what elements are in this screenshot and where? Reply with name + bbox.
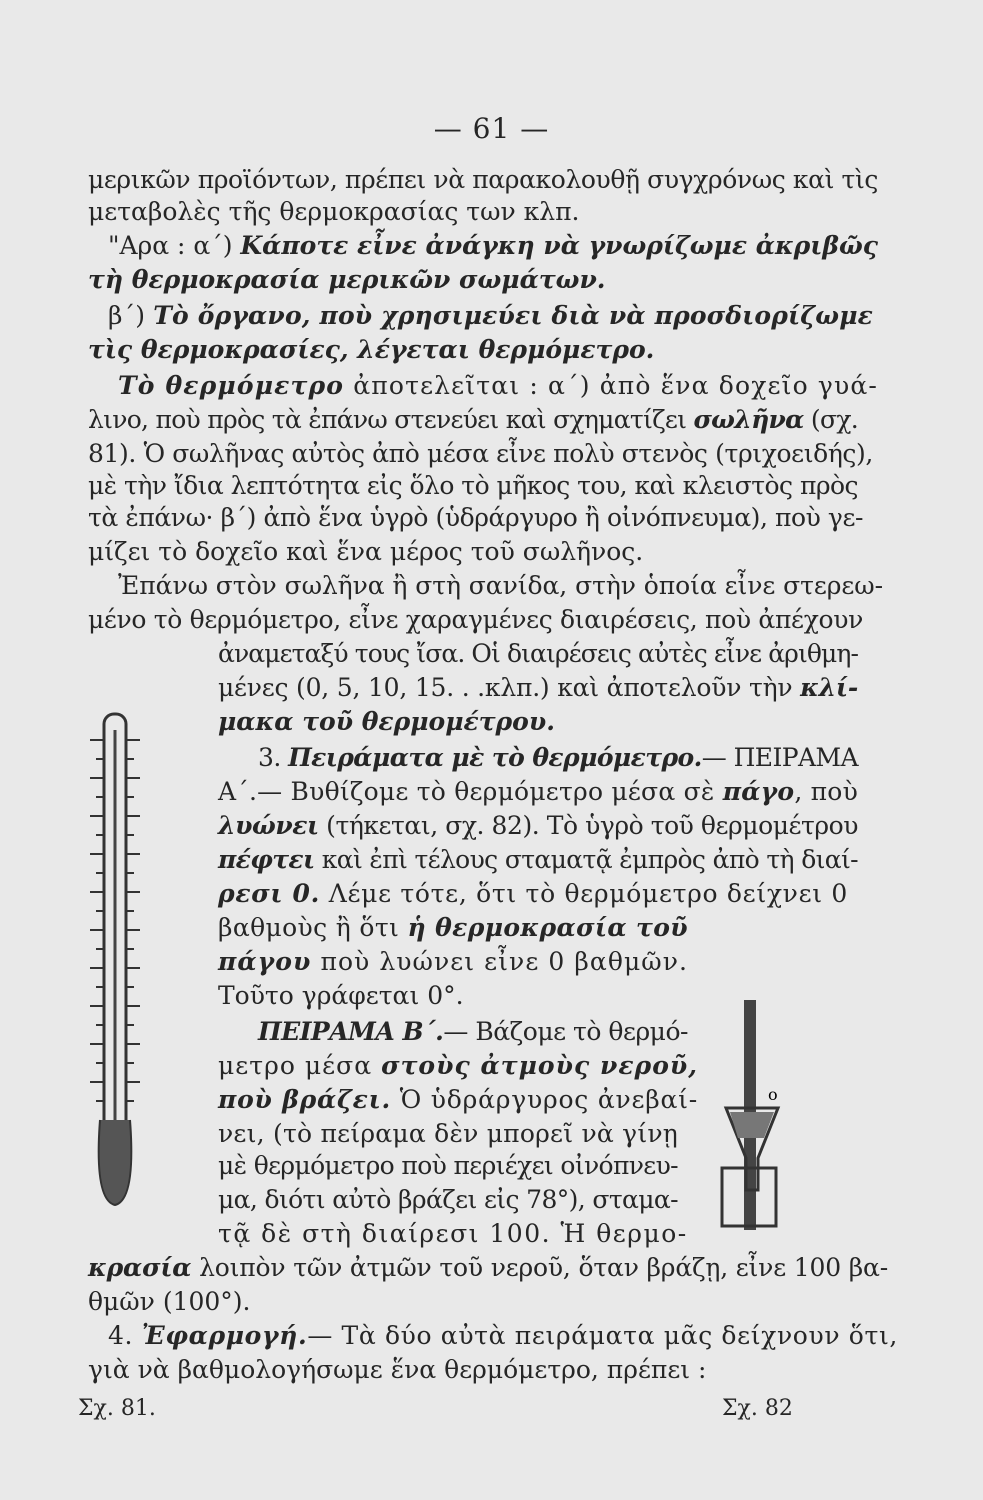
emphasis-text: Κάποτε εἶνε ἀνάγκη νὰ γνωρίζωμε ἀκριβῶς: [240, 231, 878, 260]
text-line: [88, 334, 654, 366]
plain-text: λοιπὸν τῶν ἀτμῶν τοῦ νεροῦ, ὅταν βράζῃ, εἶνε 100 βα-: [191, 1253, 888, 1282]
plain-text: Α΄.— Βυθίζομε τὸ θερμόμετρο μέσα σὲ: [218, 777, 723, 806]
emphasis-text: στοὺς ἀτμοὺς νεροῦ,: [381, 1051, 698, 1080]
plain-text: λινο, ποὺ πρὸς τὰ ἐπάνω στενεύει καὶ σχηματίζει: [88, 405, 694, 434]
text-line: [88, 470, 858, 502]
text-line: [218, 1218, 688, 1250]
text-line: [218, 844, 858, 876]
plain-text: τᾷ δὲ στὴ διαίρεσι 100. Ἡ θερμο-: [218, 1219, 688, 1248]
text-line: [218, 810, 858, 842]
plain-text: ἀποτελεῖται : α΄) ἀπὸ ἕνα δοχεῖο γυά-: [344, 371, 878, 400]
text-line: [218, 1050, 698, 1082]
text-line: [218, 638, 858, 670]
emphasis-text: ρεσι 0.: [218, 879, 321, 908]
emphasis-text: τὴ θερμοκρασία μερικῶν σωμάτων.: [88, 265, 606, 294]
text-line: [218, 1118, 678, 1150]
emphasis-text: κλί-: [800, 673, 858, 702]
plain-text: — ΠΕΙΡΑΜΑ: [701, 743, 858, 772]
text-line: [88, 1354, 706, 1386]
plain-text: μερικῶν προϊόντων, πρέπει νὰ παρακολουθῇ συγχρόνως καὶ τὶς: [88, 165, 878, 194]
emphasis-text: λυώνει: [218, 811, 319, 840]
text-line: [258, 1016, 688, 1048]
text-line: [108, 230, 878, 262]
emphasis-text: σωλῆνα: [693, 405, 804, 434]
emphasis-text: πάγο: [722, 777, 795, 806]
plain-text: ἀναμεταξύ τους ἴσα. Οἱ διαιρέσεις αὐτὲς εἶνε ἀριθμη-: [218, 639, 858, 668]
text-line: [218, 946, 688, 978]
text-line: [108, 1320, 898, 1352]
text-line: [88, 1286, 251, 1318]
emphasis-text: ἡ θερμοκρασία τοῦ: [407, 913, 688, 942]
plain-text: 4.: [108, 1321, 142, 1350]
text-line: [88, 196, 580, 228]
emphasis-text: Ἐφαρμογή.: [141, 1321, 308, 1350]
emphasis-text: πέφτει: [218, 845, 315, 874]
text-line: [118, 570, 883, 602]
plain-text: τὰ ἐπάνω· β΄) ἀπὸ ἕνα ὑγρὸ (ὑδράργυρο ἢ οἰνόπνευμα), ποὺ γε-: [88, 503, 863, 532]
text-line: [118, 370, 878, 402]
plain-text: Ἐπάνω στὸν σωλῆνα ἢ στὴ σανίδα, στὴν ὁποία εἶνε στερεω-: [118, 571, 883, 600]
plain-text: Ὁ ὑδράργυρος ἀνεβαί-: [391, 1085, 699, 1114]
plain-text: μένο τὸ θερμόμετρο, εἶνε χαραγμένες διαιρέσεις, ποὺ ἀπέχουν: [88, 605, 863, 634]
emphasis-text: Τὸ ὄργανο, ποὺ χρησιμεύει διὰ νὰ προσδιορίζωμε: [153, 301, 874, 330]
emphasis-text: ΠΕΙΡΑΜΑ Β΄.: [258, 1017, 444, 1046]
emphasis-text: πάγου: [218, 947, 312, 976]
plain-text: μὲ τὴν ἴδια λεπτότητα εἰς ὅλο τὸ μῆκος του, καὶ κλειστὸς πρὸς: [88, 471, 858, 500]
plain-text: Λέμε τότε, ὅτι τὸ θερμόμετρο δείχνει 0: [320, 879, 848, 908]
text-line: [218, 1084, 698, 1116]
text-line: [88, 536, 643, 568]
text-line: [88, 164, 878, 196]
text-line: [258, 742, 858, 774]
emphasis-text: μακα τοῦ θερμομέτρου.: [218, 707, 555, 736]
plain-text: "Αρα : α΄): [108, 231, 241, 260]
figure-81-caption: Σχ. 81.: [78, 1396, 156, 1421]
text-line: [218, 776, 858, 808]
plain-text: , ποὺ: [794, 777, 858, 806]
emphasis-text: Τὸ θερμόμετρο: [118, 371, 345, 400]
plain-text: (σχ.: [803, 405, 858, 434]
text-line: [218, 980, 464, 1012]
text-line: [218, 672, 858, 704]
emphasis-text: τὶς θερμοκρασίες, λέγεται θερμόμετρο.: [88, 335, 655, 364]
plain-text: 3.: [258, 743, 289, 772]
plain-text: — Βάζομε τὸ θερμό-: [443, 1017, 688, 1046]
plain-text: μένες (0, 5, 10, 15. . .κλπ.) καὶ ἀποτελοῦν τὴν: [218, 673, 801, 702]
plain-text: (τήκεται, σχ. 82). Τὸ ὑγρὸ τοῦ θερμομέτρου: [318, 811, 858, 840]
plain-text: Τοῦτο γράφεται 0°.: [218, 981, 464, 1010]
plain-text: νει, (τὸ πείραμα δὲν μπορεῖ νὰ γίνῃ: [218, 1119, 678, 1148]
plain-text: βαθμοὺς ἢ ὅτι: [218, 913, 408, 942]
figure-82-caption: Σχ. 82: [722, 1396, 793, 1421]
thermometer-in-ice-figure: [718, 990, 808, 1260]
svg-text:o: o: [768, 1085, 778, 1104]
plain-text: — Τὰ δύο αὐτὰ πειράματα μᾶς δείχνουν ὅτι,: [307, 1321, 898, 1350]
text-line: [88, 604, 863, 636]
emphasis-text: κρασία: [88, 1253, 192, 1282]
text-line: [88, 438, 873, 470]
plain-text: θμῶν (100°).: [88, 1287, 251, 1316]
text-line: [218, 878, 848, 910]
plain-text: 81). Ὁ σωλῆνας αὐτὸς ἀπὸ μέσα εἶνε πολὺ στενὸς (τριχοειδής),: [88, 439, 873, 468]
text-line: [88, 264, 606, 296]
plain-text: μετρο μέσα: [218, 1051, 382, 1080]
text-line: [108, 300, 873, 332]
page-number: — 61 —: [433, 112, 550, 145]
thermometer-figure: [78, 700, 188, 1210]
plain-text: μίζει τὸ δοχεῖο καὶ ἕνα μέρος τοῦ σωλῆνος.: [88, 537, 644, 566]
plain-text: μεταβολὲς τῆς θερμοκρασίας των κλπ.: [88, 197, 580, 226]
plain-text: μὲ θερμόμετρο ποὺ περιέχει οἰνόπνευ-: [218, 1151, 678, 1180]
plain-text: γιὰ νὰ βαθμολογήσωμε ἕνα θερμόμετρο, πρέπει :: [88, 1355, 707, 1384]
text-line: [88, 502, 863, 534]
text-line: [218, 1150, 678, 1182]
plain-text: καὶ ἐπὶ τέλους σταματᾷ ἐμπρὸς ἀπὸ τὴ διαί-: [314, 845, 858, 874]
text-line: [88, 404, 858, 436]
plain-text: μα, διότι αὐτὸ βράζει εἰς 78°), σταμα-: [218, 1185, 678, 1214]
emphasis-text: Πειράματα μὲ τὸ θερμόμετρο.: [288, 743, 702, 772]
emphasis-text: ποὺ βράζει.: [218, 1085, 392, 1114]
plain-text: β΄): [108, 301, 154, 330]
text-line: [218, 1184, 678, 1216]
text-line: [218, 706, 555, 738]
plain-text: ποὺ λυώνει εἶνε 0 βαθμῶν.: [311, 947, 688, 976]
text-line: [218, 912, 688, 944]
